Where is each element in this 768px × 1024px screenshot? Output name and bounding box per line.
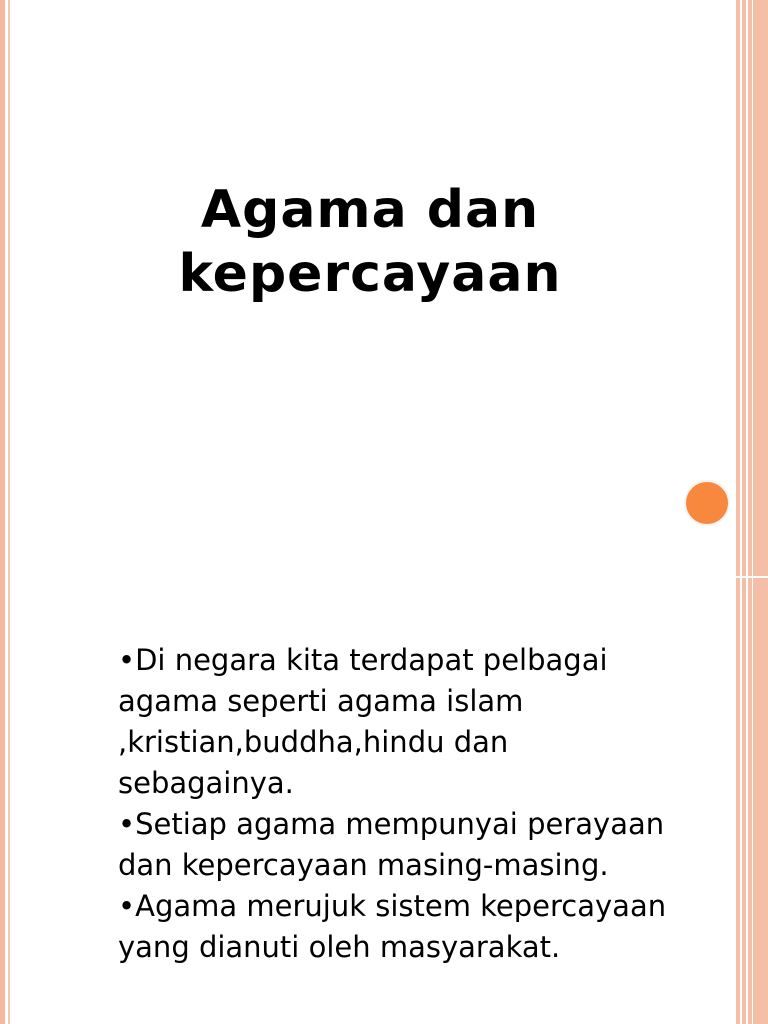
stripe-divider xyxy=(736,576,768,578)
stripe-line xyxy=(752,0,753,1024)
bullet-item: •Agama merujuk sistem kepercayaan yang dianuti oleh masyarakat. xyxy=(118,889,667,964)
slide-title: Agama dan kepercayaan xyxy=(178,180,562,304)
bullet-item: •Di negara kita terdapat pelbagai agama seperti agama islam ,kristian,buddha,hindu dan sebagainya. xyxy=(118,643,608,800)
bullet-item: •Setiap agama mempunyai perayaan dan kepercayaan masing-masing. xyxy=(118,807,665,882)
orange-circle-decoration xyxy=(684,480,730,526)
bullet-list xyxy=(118,640,678,968)
stripe-line xyxy=(746,0,748,1024)
left-border-inner xyxy=(8,0,10,1024)
right-decorative-stripes xyxy=(736,0,768,1024)
stripe-line xyxy=(740,0,742,1024)
